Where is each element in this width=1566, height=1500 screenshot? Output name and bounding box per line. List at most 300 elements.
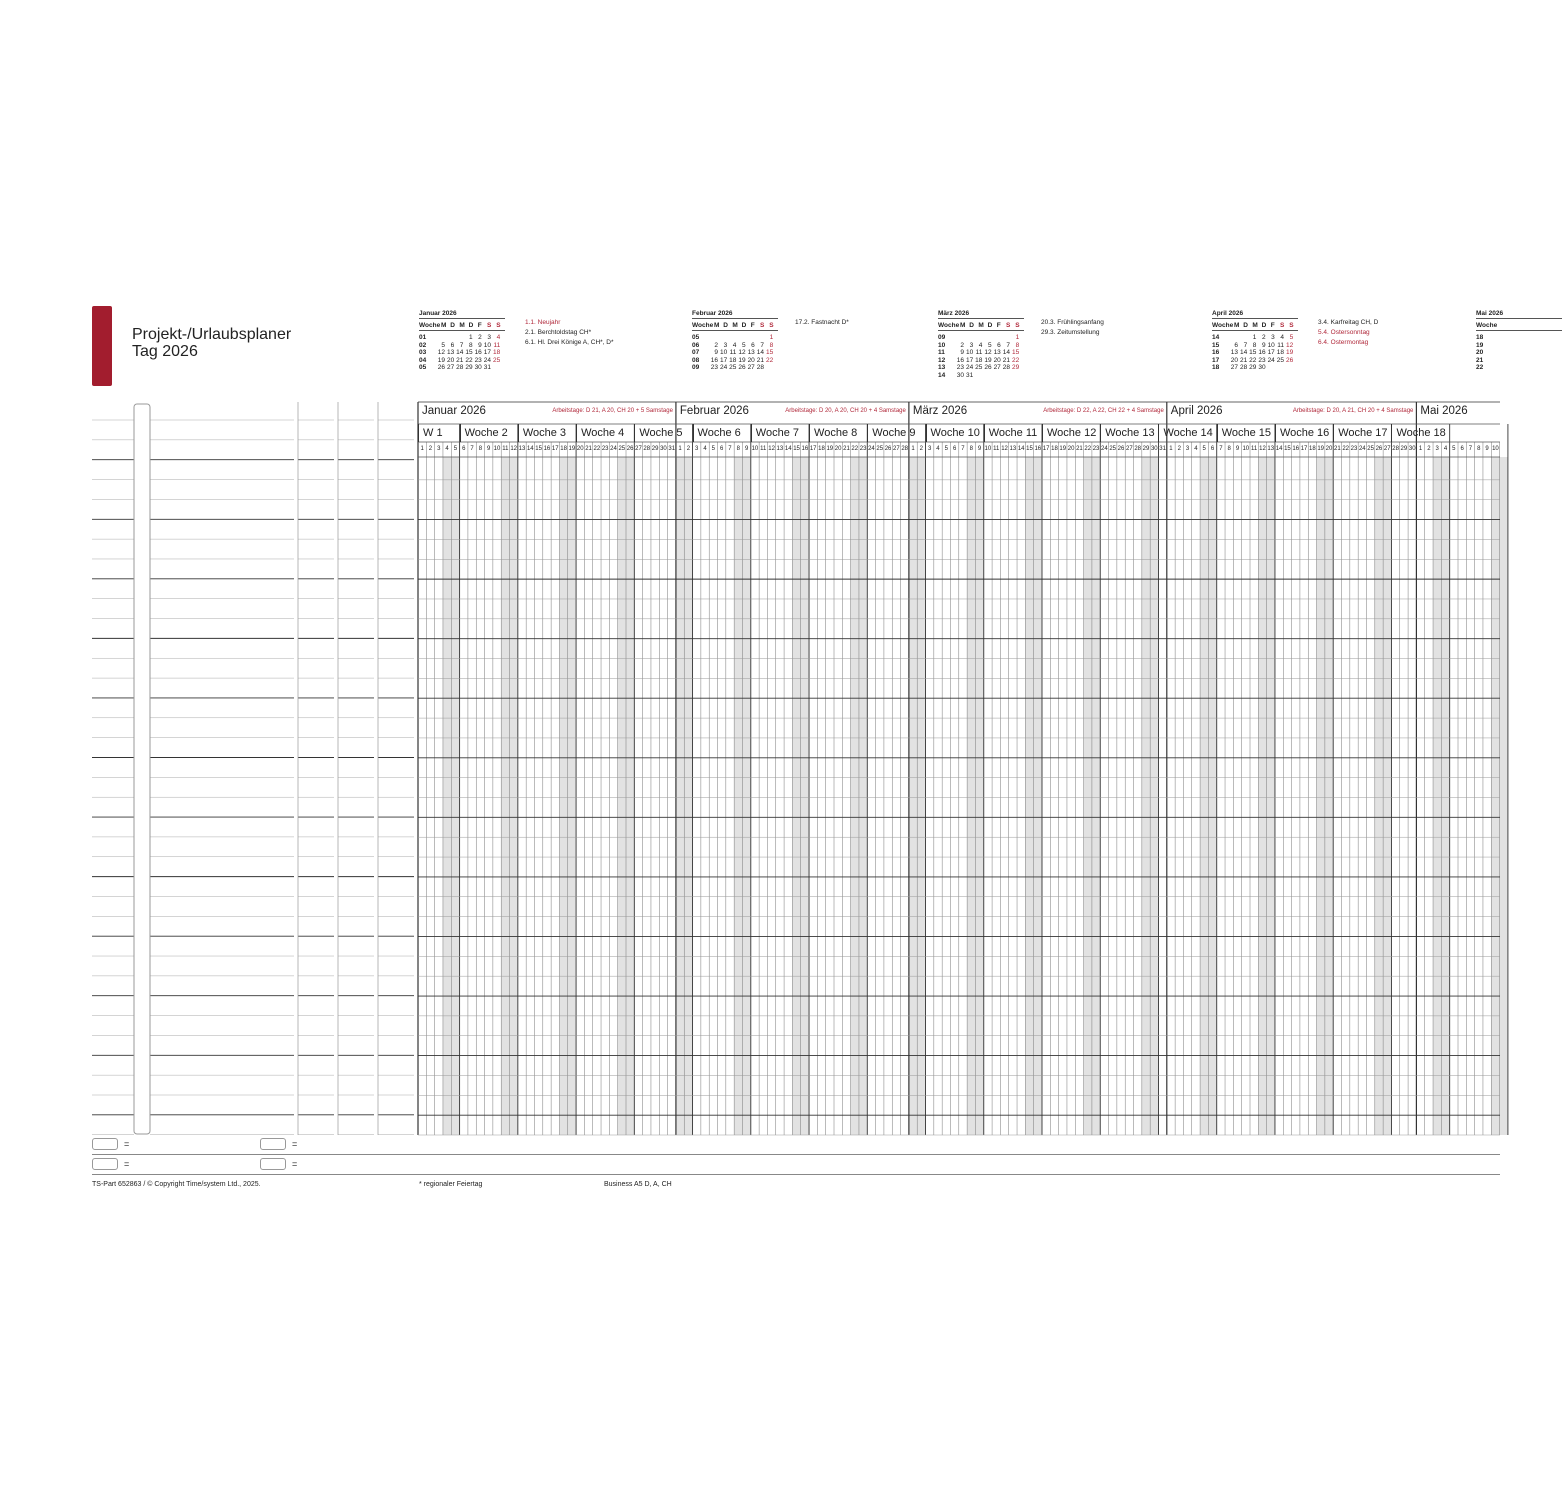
day-number: 2 [1177,446,1181,452]
mini-calendar-week-number: 10 [938,341,946,349]
mini-calendar-weekday: M [1234,322,1240,329]
day-number: 3 [1435,446,1439,452]
mini-calendar-weekday: S [1006,322,1011,329]
mini-calendar-week-number: 18 [1212,364,1220,371]
mini-calendar-day: 20 [446,356,455,364]
day-number: 13 [518,446,526,452]
mini-calendar-day: 8 [1015,341,1020,349]
day-number: 1 [420,446,424,452]
legend-divider [92,1154,1500,1155]
day-number: 5 [944,446,948,452]
day-number: 6 [462,446,466,452]
day-number: 24 [610,446,617,452]
day-number: 9 [977,446,982,452]
weekend-column [1433,457,1441,1135]
day-number: 11 [760,446,767,452]
month-workdays: Arbeitstage: D 21, A 20, CH 20 + 5 Samstage [552,408,673,414]
day-number: 14 [1275,446,1283,452]
mini-calendar-weekday: Woche [692,322,714,329]
legend-swatch[interactable] [92,1138,118,1150]
day-number: 3 [695,446,699,452]
day-number: 25 [1109,446,1117,452]
day-number: 16 [543,446,551,452]
mini-calendar-weekday: S [760,322,765,329]
day-number: 20 [576,446,584,452]
legend-swatch[interactable] [260,1138,286,1150]
mini-calendar-week-number: 18 [1476,334,1484,341]
title-line-2: Tag 2026 [132,343,198,360]
day-number: 7 [961,446,965,452]
day-number: 3 [1185,446,1190,452]
day-number: 12 [1001,446,1008,452]
day-number: 29 [1400,446,1408,452]
mini-calendar-day: 30 [956,371,964,379]
day-number: 22 [1342,446,1349,452]
day-number: 23 [1092,446,1100,452]
day-number: 24 [1358,446,1366,452]
mini-calendar-day: 30 [1258,364,1266,371]
day-number: 14 [784,446,792,452]
mini-calendar-day: 23 [710,364,718,371]
day-number: 21 [1333,446,1341,452]
mini-calendar-day: 9 [1261,341,1266,349]
mini-calendar-day: 25 [975,364,983,371]
day-number: 8 [478,446,483,452]
mini-calendar-day: 17 [483,349,491,356]
legend-swatch[interactable] [92,1158,118,1170]
day-number: 9 [1485,446,1489,452]
day-number: 29 [1142,446,1150,452]
mini-calendar-day: 27 [993,364,1001,371]
weekend-column [792,457,800,1135]
week-header-cell: Woche 9 [867,424,925,442]
day-number: 10 [493,446,501,452]
mini-calendar-day: 28 [456,364,464,371]
day-number: 14 [1017,446,1025,452]
mini-calendar-weekday: S [487,322,492,329]
weekend-column [568,457,576,1135]
mini-calendar-weekday: M [714,322,720,329]
mini-calendar-day: 22 [765,356,774,364]
month-workdays: Arbeitstage: D 20, A 20, CH 20 + 4 Samstage [785,408,906,414]
day-number: 9 [744,446,749,452]
day-number: 30 [1150,446,1158,452]
day-number: 30 [660,446,667,452]
mini-calendar-day: 27 [747,364,755,371]
week-header-cell: Woche 7 [751,424,809,442]
day-number: 1 [911,446,915,452]
mini-calendar-day: 21 [1002,356,1010,364]
day-number: 15 [535,446,542,452]
weekend-column [676,457,684,1135]
week-header-cell: Woche 6 [693,424,751,442]
legend-item[interactable] [260,1158,297,1170]
mini-calendar-day: 9 [714,349,718,356]
day-number: 28 [643,446,651,452]
mini-calendar-day: 7 [760,341,764,349]
mini-calendar-week-number: 21 [1476,356,1484,364]
mini-calendar-day: 19 [1285,349,1294,356]
day-number: 9 [1235,446,1240,452]
mini-calendar-day: 14 [456,349,464,356]
mini-calendar-day: 16 [474,349,482,356]
day-number: 27 [635,446,642,452]
day-number: 8 [1477,446,1481,452]
mini-calendar-week-number: 14 [1212,334,1220,341]
week-header-cell: Woche 15 [1217,424,1275,442]
day-number: 8 [1227,446,1231,452]
week-header-cell: Woche 8 [809,424,867,442]
weekend-column [1267,457,1275,1135]
day-number: 15 [1284,446,1291,452]
mini-calendar-day: 26 [1285,356,1294,364]
day-number: 26 [1375,446,1383,452]
day-number: 16 [1292,446,1300,452]
mini-calendar-day: 10 [719,349,728,356]
weekend-column [443,457,451,1135]
mini-calendar-day: 10 [483,341,491,349]
weekend-column [1491,457,1499,1135]
mini-calendar-day: 26 [437,364,445,371]
day-number: 11 [1251,446,1258,452]
day-number: 28 [1392,446,1399,452]
mini-calendar-weekday: Woche [938,322,960,329]
weekend-column [909,457,917,1135]
mini-calendar-day: 3 [1271,334,1275,341]
day-number: 16 [1034,446,1042,452]
mini-calendar-week-number: 08 [692,356,700,364]
weekend-column [501,457,509,1135]
mini-calendar-week-number: 20 [1476,349,1484,356]
mini-calendar-day: 7 [459,341,464,349]
title-line-1: Projekt-/Urlaubsplaner [132,326,292,343]
month-header [418,405,676,421]
day-number: 7 [728,446,732,452]
weekend-column [734,457,742,1135]
weekend-column [975,457,983,1135]
mini-calendar-week-number: 03 [419,349,427,356]
day-number: 27 [1383,446,1391,452]
day-number: 27 [893,446,900,452]
day-number: 23 [1350,446,1358,452]
day-number: 3 [437,446,441,452]
mini-calendar-day: 2 [960,341,964,349]
day-number: 6 [1460,446,1464,452]
day-number: 6 [1210,446,1215,452]
mini-calendar-weekday: Woche [419,322,441,329]
day-number: 4 [1443,446,1448,452]
mini-calendar-day: 11 [493,341,501,349]
weekend-column [510,457,518,1135]
holiday-entry: 3.4. Karfreitag CH, D [1318,319,1379,326]
footer-edition: Business A5 D, A, CH [604,1181,672,1188]
day-number: 6 [952,446,957,452]
mini-calendar-day: 6 [1234,341,1238,349]
day-number: 26 [884,446,892,452]
mini-calendar-title: März 2026 [938,310,1024,319]
day-number: 6 [719,446,724,452]
mini-calendar-weekday: F [750,322,755,329]
weekend-column [851,457,859,1135]
mini-calendar-week-number: 09 [692,364,700,371]
mini-calendar-weekday: D [723,322,728,329]
mini-calendar-day: 4 [978,341,983,349]
legend-swatch[interactable] [260,1158,286,1170]
day-number: 21 [843,446,850,452]
mini-calendar-weekday: S [769,322,774,329]
mini-calendar-day: 10 [965,349,974,356]
mini-calendar-weekday: M [960,322,966,329]
day-number: 19 [1317,446,1325,452]
weekend-column [742,457,750,1135]
footer-note: * regionaler Feiertag [419,1181,483,1188]
mini-calendar-week-number: 14 [938,371,946,379]
week-header-cell: Woche 2 [460,424,518,442]
legend-equals: = [292,1139,298,1149]
day-number: 20 [1325,446,1333,452]
day-number: 8 [736,446,740,452]
footer-copyright: TS-Part 652863 / © Copyright Time/system Ltd., 2025. [92,1181,261,1188]
mini-calendar-day: 14 [1002,349,1010,356]
mini-calendar-day: 10 [1267,341,1275,349]
week-header-cell: Woche 11 [984,424,1042,442]
mini-calendar-day: 5 [741,341,746,349]
mini-calendar-day: 3 [487,334,491,341]
mini-calendar-day: 20 [993,356,1001,364]
day-number: 1 [678,446,682,452]
day-number: 13 [776,446,784,452]
mini-calendar-weekday: D [987,322,993,329]
mini-calendar-title: April 2026 [1212,310,1298,319]
mini-calendar-day: 12 [1285,341,1294,349]
mini-calendar-day: 4 [732,341,737,349]
mini-calendar-day: 8 [1252,341,1257,349]
weekend-column [1325,457,1333,1135]
day-number: 11 [993,446,1000,452]
day-number: 20 [834,446,842,452]
day-number: 5 [1452,446,1456,452]
mini-calendar-weekday: M [978,322,984,329]
day-number: 24 [1101,446,1108,452]
mini-calendar-day: 5 [987,341,992,349]
weekend-column [559,457,567,1135]
holiday-entry: 1.1. Neujahr [525,319,561,326]
weekend-column [1317,457,1325,1135]
mini-calendar-day: 11 [975,349,983,356]
day-number: 9 [487,446,491,452]
month-workdays: Arbeitstage: D 22, A 22, CH 22 + 4 Samstage [1043,408,1164,414]
weekend-column [967,457,975,1135]
holiday-entry: 5.4. Ostersonntag [1318,329,1370,336]
week-header-cell: Woche 4 [576,424,634,442]
day-number: 21 [585,446,592,452]
mini-calendar-day: 6 [450,341,455,349]
day-number: 2 [686,446,691,452]
day-number: 4 [445,446,449,452]
day-number: 25 [618,446,626,452]
day-number: 4 [1194,446,1198,452]
day-number: 8 [969,446,973,452]
mini-calendar-day: 2 [478,334,482,341]
mini-calendar-day: 1 [769,334,774,341]
mini-calendar-week-number: 15 [1212,341,1220,349]
mini-calendar-day: 28 [1239,364,1248,371]
mini-calendar-day: 25 [729,364,737,371]
mini-calendar-week-number: 16 [1212,349,1220,356]
legend-item[interactable] [92,1138,129,1150]
day-number: 28 [901,446,909,452]
day-number: 23 [859,446,867,452]
weekend-column [859,457,867,1135]
week-header-cell: Woche 10 [926,424,984,442]
legend-item[interactable] [260,1138,297,1150]
mini-calendar-day: 18 [1276,349,1284,356]
holiday-entry: 29.3. Zeitumstellung [1041,329,1100,336]
day-number: 7 [1468,446,1473,452]
mini-calendar-day: 11 [729,349,737,356]
mini-calendar-day: 1 [1015,334,1020,341]
week-header-cell: Woche 16 [1275,424,1333,442]
mini-calendar-day: 22 [1249,356,1257,364]
mini-calendar-week-number: 05 [419,364,427,371]
day-number: 27 [1125,446,1133,452]
legend-item[interactable] [92,1158,129,1170]
mini-calendar-week-number: 07 [692,349,700,356]
day-number: 18 [560,446,567,452]
mini-calendar-day: 25 [1276,356,1284,364]
mini-calendar-day: 24 [483,356,491,364]
week-header-cell: Woche 18 [1391,424,1449,442]
day-number: 10 [984,446,992,452]
holiday-entry: 17.2. Fastnacht D* [795,319,849,326]
day-number: 24 [868,446,875,452]
mini-calendar-week-number: 22 [1476,364,1484,371]
mini-calendar-day: 24 [1267,356,1275,364]
mini-calendar-weekday: Woche [1476,322,1498,329]
day-number: 16 [801,446,809,452]
day-number: 12 [510,446,517,452]
mini-calendar-day: 4 [1280,334,1284,341]
day-number: 19 [568,446,576,452]
mini-calendar-week-number: 19 [1476,341,1484,349]
weekend-column [801,457,809,1135]
month-name: April 2026 [1170,405,1223,417]
mini-calendar-day: 31 [483,364,491,371]
mini-calendar-weekday: S [1015,322,1020,329]
mini-calendar-day: 17 [719,356,728,364]
day-number: 22 [851,446,859,452]
holiday-entry: 6.4. Ostermontag [1318,339,1369,346]
weekend-column [1142,457,1150,1135]
week-header-cell: Woche 17 [1333,424,1391,442]
mini-calendar-day: 28 [756,364,764,371]
day-number: 5 [711,446,715,452]
mini-calendar-day: 26 [984,364,992,371]
mini-calendar-day: 4 [496,334,501,341]
weekend-column [684,457,692,1135]
week-header-cell: Woche 14 [1158,424,1216,442]
weekend-column [1441,457,1449,1135]
mini-calendar-weekday: S [1280,322,1285,329]
mini-calendar-title: Mai 2026 [1476,310,1562,319]
day-number: 18 [818,446,825,452]
day-number: 18 [1051,446,1058,452]
mini-calendar-day: 5 [1289,334,1294,341]
mini-calendar-day: 21 [456,356,464,364]
mini-calendar-day: 27 [446,364,455,371]
mini-calendar-day: 21 [756,356,764,364]
day-number: 11 [502,446,509,452]
day-number: 25 [876,446,884,452]
mini-calendar-day: 19 [984,356,992,364]
weekend-column [1375,457,1383,1135]
mini-calendar-day: 22 [1011,356,1020,364]
mini-calendar-day: 26 [738,364,746,371]
mini-calendar-weekday: D [450,322,455,329]
day-number: 7 [1219,446,1223,452]
day-number: 3 [927,446,932,452]
mini-calendar-day: 13 [747,349,755,356]
weekend-column [1150,457,1158,1135]
day-number: 21 [1076,446,1083,452]
day-number: 5 [453,446,458,452]
day-number: 4 [936,446,940,452]
mini-calendar-day: 3 [969,341,974,349]
mini-calendar-day: 7 [1006,341,1010,349]
weekend-column [626,457,634,1135]
mini-calendar-day: 12 [984,349,992,356]
mini-calendar-day: 8 [769,341,774,349]
day-number: 22 [593,446,601,452]
mini-calendar-day: 14 [756,349,764,356]
mini-calendar-day: 19 [437,356,445,364]
day-number: 1 [1418,446,1423,452]
weekend-column [1208,457,1216,1135]
holiday-entry: 6.1. Hl. Drei Könige A, CH*, D* [525,339,614,346]
mini-calendar-day: 17 [1267,349,1275,356]
day-number: 26 [626,446,634,452]
week-header-cell: Woche 3 [518,424,576,442]
mini-calendar-day: 11 [1277,341,1284,349]
month-header [1416,405,1500,421]
mini-calendar-day: 20 [1230,356,1238,364]
legend-equals: = [292,1159,298,1169]
mini-calendar-day: 3 [723,341,728,349]
mini-calendar-weekday: D [741,322,747,329]
mini-calendar-day: 7 [1243,341,1248,349]
mini-calendar-day: 23 [1258,356,1266,364]
mini-calendar-day: 30 [474,364,482,371]
month-name: Mai 2026 [1420,405,1468,417]
week-header-cell: Woche 5 [634,424,692,442]
day-number: 29 [651,446,659,452]
weekend-column [1200,457,1208,1135]
mini-calendar-day: 12 [437,349,445,356]
footer-divider [92,1174,1500,1175]
day-number: 2 [919,446,923,452]
mini-calendar-day: 12 [738,349,746,356]
weekend-column [917,457,925,1135]
mini-calendar-day: 18 [975,356,983,364]
mini-calendar-day: 19 [738,356,746,364]
mini-calendar-day: 2 [714,341,718,349]
day-number: 10 [1242,446,1250,452]
mini-calendar-day: 1 [1252,334,1257,341]
mini-calendar-day: 14 [1239,349,1248,356]
mini-calendar-weekday: M [459,322,465,329]
day-number: 18 [1309,446,1316,452]
day-number: 17 [1300,446,1308,452]
